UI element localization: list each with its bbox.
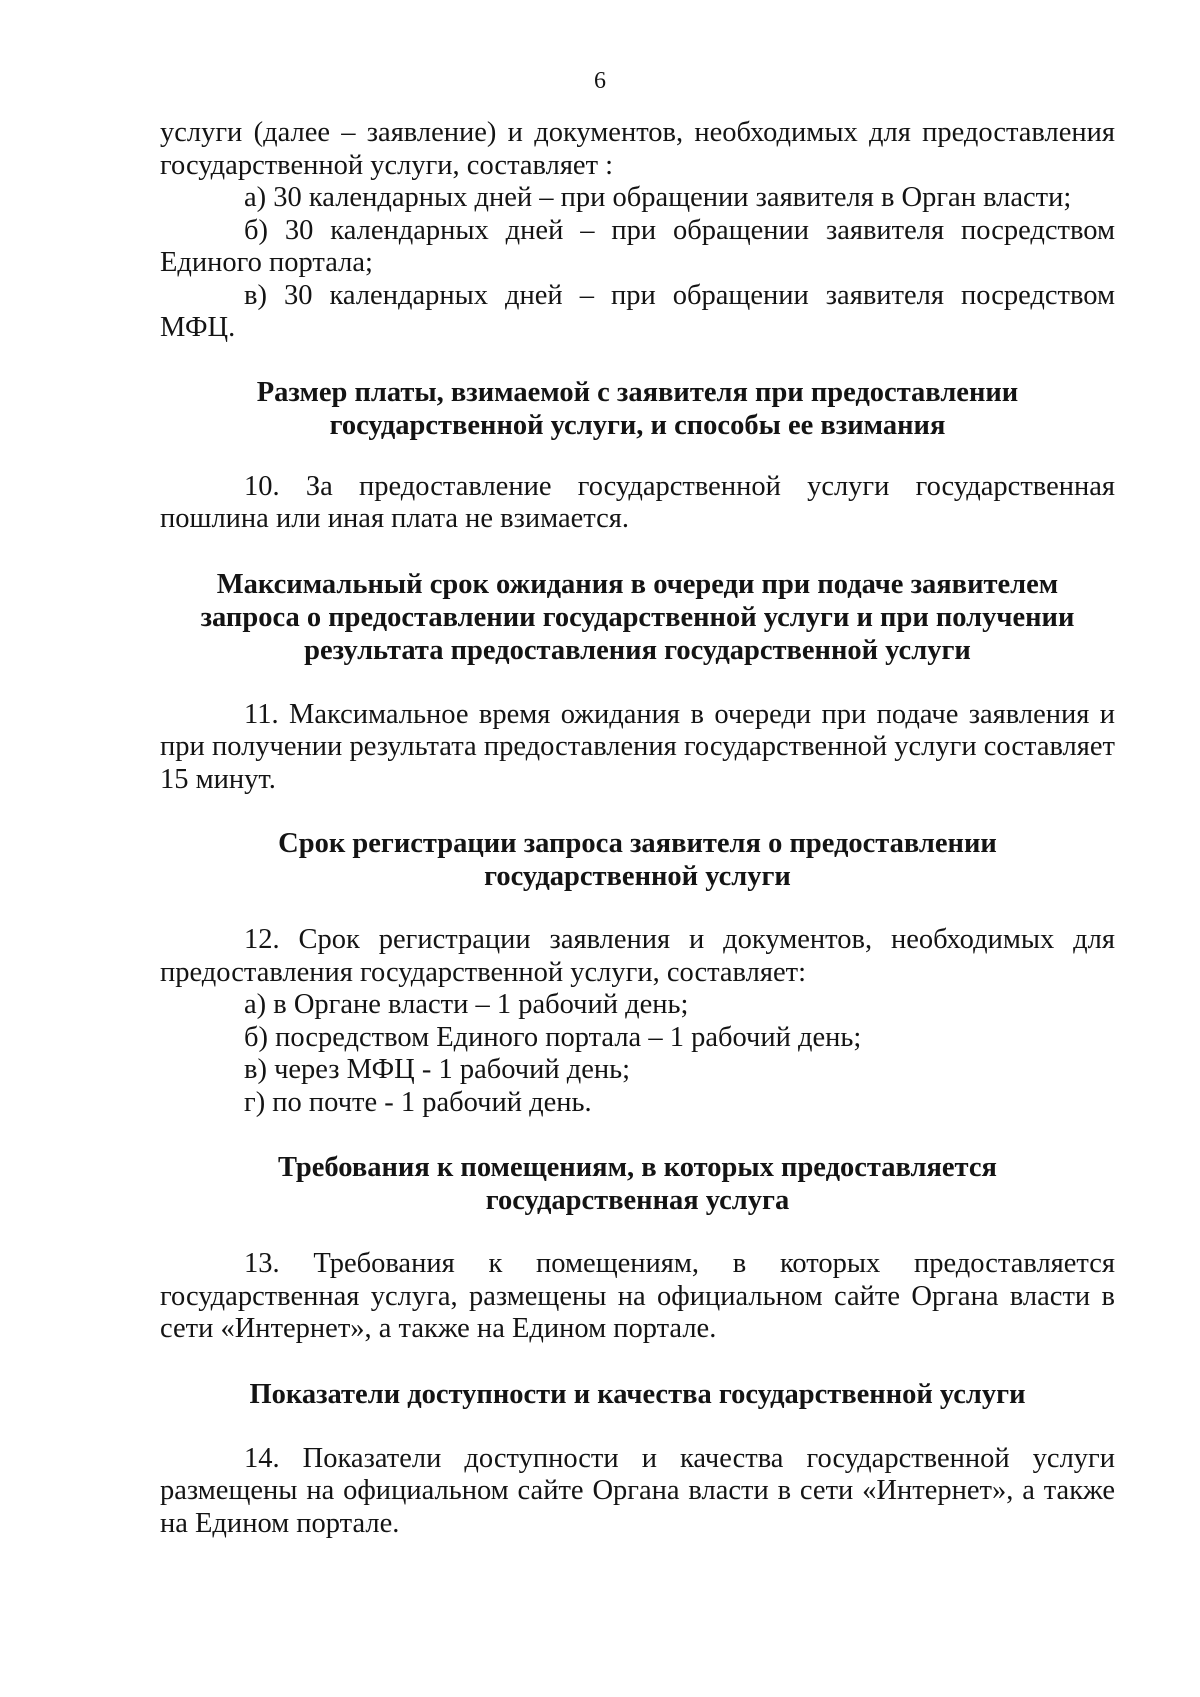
registration-item-a: а) в Органе власти – 1 рабочий день; (244, 989, 689, 1020)
page-number: 6 (594, 68, 606, 94)
heading-line: государственной услуги (484, 861, 791, 892)
heading-line: результата предоставления государственной услуги (304, 634, 971, 666)
section-heading-fee (160, 376, 1115, 442)
registration-item-v: в) через МФЦ - 1 рабочий день; (244, 1054, 631, 1085)
paragraph-10: 10. За предоставление государственной услуги государственная пошлина или иная плата не взимается. (160, 470, 1115, 534)
heading-line: запроса о предоставлении государственной услуги и при получении (200, 601, 1075, 633)
section-heading-quality (160, 1378, 1115, 1411)
paragraph-14: 14. Показатели доступности и качества государственной услуги размещены на официальном сайте Органа власти в сети «Интернет», а также на Едином портале. (160, 1442, 1115, 1539)
heading-line: государственной услуги, и способы ее взимания (329, 409, 946, 441)
heading-line: Срок регистрации запроса заявителя о предоставлении (278, 828, 997, 859)
section-heading-premises (160, 1151, 1115, 1217)
intro-item-v: в) 30 календарных дней – при обращении заявителя посредством МФЦ. (160, 279, 1115, 343)
section-heading-registration (160, 827, 1115, 893)
document-body (160, 117, 1115, 1540)
heading-line: Размер платы, взимаемой с заявителя при предоставлении (256, 376, 1019, 408)
heading-line: Требования к помещениям, в которых предоставляется (278, 1152, 997, 1183)
paragraph-11: 11. Максимальное время ожидания в очереди при подаче заявления и при получении результата предоставления государственной услуги составляет 15 минут. (160, 698, 1115, 795)
registration-item-b: б) посредством Единого портала – 1 рабочий день; (244, 1021, 862, 1053)
intro-item-b: б) 30 календарных дней – при обращении заявителя посредством Единого портала; (160, 214, 1115, 278)
paragraph-13: 13. Требования к помещениям, в которых предоставляется государственная услуга, размещены на официальном сайте Органа власти в сети «Интернет», а также на Едином портале. (160, 1248, 1115, 1344)
heading-line: Максимальный срок ожидания в очереди при подаче заявителем (216, 568, 1059, 600)
heading-line: государственная услуга (485, 1185, 790, 1216)
section-heading-queue (160, 568, 1115, 667)
intro-paragraph: услуги (далее – заявление) и документов, необходимых для предоставления государственной услуги, составляет : (160, 117, 1115, 181)
intro-item-a: а) 30 календарных дней – при обращении заявителя в Орган власти; (244, 182, 1072, 213)
registration-item-g: г) по почте - 1 рабочий день. (244, 1086, 592, 1118)
paragraph-12: 12. Срок регистрации заявления и документов, необходимых для предоставления государственной услуги, составляет: (160, 924, 1115, 988)
heading-line: Показатели доступности и качества государственной услуги (249, 1378, 1026, 1410)
